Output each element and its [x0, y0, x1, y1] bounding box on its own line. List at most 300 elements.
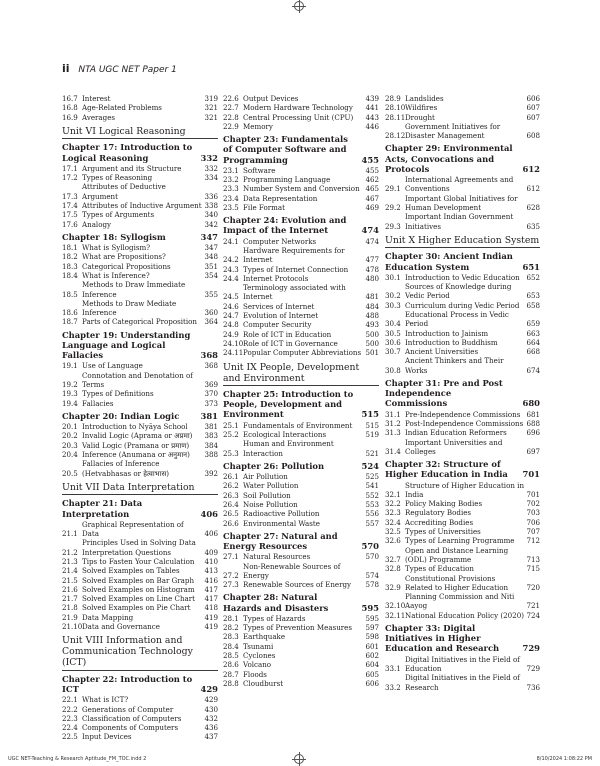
section-page-number: 712	[526, 536, 540, 546]
toc-entry	[385, 592, 540, 611]
section-page-number: 347	[204, 243, 218, 253]
section-number: 19.3	[62, 389, 78, 399]
section-title: Solved Examples on Histogram	[82, 584, 195, 594]
section-title: Types of Education	[405, 564, 474, 574]
section-title: Data and Governance	[82, 622, 160, 631]
toc-entry	[223, 311, 379, 320]
section-title: Attributes of Deductive Argument	[82, 182, 166, 201]
section-number: 28.3	[223, 632, 239, 642]
toc-entry	[62, 622, 218, 631]
section-title: Valid Logic (Pramana or प्रमाण)	[82, 440, 190, 450]
section-number: 21.4	[62, 566, 78, 576]
section-title: Landslides	[405, 94, 444, 103]
section-title: Soil Pollution	[243, 490, 291, 500]
section-number: 18.7	[62, 317, 78, 327]
section-number: 24.8	[223, 320, 239, 330]
footer-file-name: UGC NET-Teaching & Research Aptitude_FM_TOC.indd 2	[8, 756, 147, 762]
section-page-number: 606	[365, 678, 379, 688]
section-number: 21.2	[62, 547, 78, 557]
toc-entry	[62, 566, 218, 575]
toc-entry	[62, 252, 218, 261]
toc-entry	[223, 274, 379, 283]
chapter-page-number: 368	[200, 350, 218, 361]
section-page-number: 338	[204, 200, 218, 210]
chapter-heading	[223, 461, 379, 471]
section-number: 23.4	[223, 193, 239, 203]
section-number: 27.3	[223, 580, 239, 590]
section-page-number: 321	[204, 103, 218, 113]
toc-entry	[223, 184, 379, 193]
section-page-number: 601	[365, 641, 379, 651]
section-title: Data Representation	[243, 193, 318, 203]
toc-entry	[62, 723, 218, 732]
section-page-number: 702	[526, 499, 540, 509]
section-page-number: 604	[365, 660, 379, 670]
section-number: 30.8	[385, 365, 401, 375]
section-number: 20.2	[62, 431, 78, 441]
section-number: 22.5	[62, 732, 78, 742]
section-title: Regulatory Bodies	[405, 508, 472, 518]
section-number: 18.3	[62, 261, 78, 271]
toc-entry	[223, 651, 379, 660]
unit-heading: Unit X Higher Education System	[385, 235, 540, 249]
toc-entry	[62, 280, 218, 299]
section-page-number: 342	[204, 219, 218, 229]
section-number: 24.4	[223, 273, 239, 283]
section-number: 32.10	[385, 601, 406, 611]
toc-entry	[62, 450, 218, 459]
section-title: Role of ICT in Education	[243, 329, 332, 339]
toc-entry	[223, 623, 379, 632]
chapter-heading	[62, 330, 218, 361]
section-title: Sources of Knowledge during Vedic Period	[405, 282, 512, 301]
section-number: 21.8	[62, 603, 78, 613]
chapter-title: Chapter 25: Introduction to People, Development and Environment	[223, 389, 354, 420]
section-title: Volcano	[243, 660, 272, 670]
toc-entry	[223, 660, 379, 669]
section-number: 32.4	[385, 517, 401, 527]
section-title: Fallacies of Inference (Hetvabhasas or हेत्वाभास)	[82, 459, 170, 478]
section-number: 24.1	[223, 236, 239, 246]
section-title: Software	[243, 165, 276, 175]
section-number: 19.1	[62, 361, 78, 371]
section-page-number: 418	[204, 603, 218, 613]
toc-entry	[223, 519, 379, 528]
section-title: Central Processing Unit (CPU)	[243, 112, 354, 122]
section-title: Input Devices	[82, 732, 132, 742]
toc-entry	[62, 371, 218, 390]
toc-entry	[62, 389, 218, 398]
toc-entry	[223, 339, 379, 348]
toc-entry	[385, 301, 540, 310]
toc-entry	[385, 499, 540, 508]
section-title: Floods	[243, 669, 267, 679]
section-title: Important Universities and Colleges	[405, 437, 503, 456]
section-title: Services of Internet	[243, 301, 315, 311]
section-page-number: 388	[204, 449, 218, 459]
section-page-number: 653	[526, 291, 540, 301]
toc-entry	[385, 655, 540, 674]
toc-entry	[385, 518, 540, 527]
section-number: 32.9	[385, 582, 401, 592]
toc-entry	[223, 302, 379, 311]
section-page-number: 480	[365, 273, 379, 283]
section-title: Open and Distance Learning (ODL) Programme	[405, 545, 509, 564]
section-title: What is Syllogism?	[82, 243, 151, 253]
unit-heading: Unit IX People, Development and Environment	[223, 362, 379, 387]
section-page-number: 368	[204, 361, 218, 371]
toc-entry	[223, 320, 379, 329]
section-page-number: 720	[526, 582, 540, 592]
section-page-number: 553	[365, 499, 379, 509]
section-title: Human and Environment Interaction	[243, 439, 334, 458]
section-title: Solved Examples on Line Chart	[82, 594, 196, 604]
section-title: Digital Initiatives in the Field of Research	[405, 673, 520, 692]
section-number: 22.6	[223, 94, 239, 103]
section-page-number: 664	[526, 337, 540, 347]
section-title: Fallacies	[82, 398, 114, 408]
section-title: Earthquake	[243, 632, 286, 642]
section-title: Solved Examples on Pie Chart	[82, 603, 191, 613]
section-number: 29.2	[385, 202, 401, 212]
chapter-heading	[223, 531, 379, 551]
section-page-number: 437	[204, 732, 218, 742]
section-title: Solved Examples on Bar Graph	[82, 575, 195, 585]
section-title: Internet Protocols	[243, 273, 309, 283]
toc-entry	[385, 94, 540, 103]
section-number: 22.9	[223, 121, 239, 131]
section-number: 20.5	[62, 468, 78, 478]
chapter-heading	[385, 459, 540, 479]
toc-entry	[385, 356, 540, 375]
section-title: Tips to Fasten Your Calculation	[82, 556, 195, 566]
chapter-heading	[385, 378, 540, 409]
section-number: 22.8	[223, 112, 239, 122]
section-page-number: 674	[526, 365, 540, 375]
section-number: 32.11	[385, 610, 406, 620]
chapter-heading	[223, 592, 379, 612]
section-page-number: 384	[204, 440, 218, 450]
section-page-number: 597	[365, 623, 379, 633]
toc-entry	[385, 574, 540, 593]
section-page-number: 355	[204, 289, 218, 299]
section-number: 32.3	[385, 508, 401, 518]
toc-entry	[223, 421, 379, 430]
toc-entry	[62, 113, 218, 122]
section-number: 24.10	[223, 338, 244, 348]
toc-entry	[385, 546, 540, 565]
section-title: Modern Hardware Technology	[243, 103, 353, 113]
toc-entry	[385, 175, 540, 194]
section-title: What is ICT?	[82, 695, 129, 705]
toc-entry	[223, 632, 379, 641]
section-title: Ancient Universities	[405, 347, 479, 357]
chapter-heading	[62, 411, 218, 421]
section-title: Evolution of Internet	[243, 311, 319, 321]
toc-entry	[62, 182, 218, 201]
section-page-number: 478	[365, 264, 379, 274]
section-page-number: 469	[365, 202, 379, 212]
section-title: Introduction to Nyāya School	[82, 422, 188, 432]
section-page-number: 703	[526, 508, 540, 518]
section-title: Types of Prevention Measures	[243, 623, 353, 633]
section-title: Drought	[405, 112, 435, 122]
toc-entry	[62, 299, 218, 318]
section-number: 28.7	[223, 669, 239, 679]
section-number: 32.2	[385, 499, 401, 509]
section-page-number: 521	[365, 448, 379, 458]
section-page-number: 334	[204, 173, 218, 183]
toc-entry	[62, 220, 218, 229]
section-number: 32.1	[385, 489, 401, 499]
toc-entry	[62, 695, 218, 704]
section-page-number: 406	[204, 529, 218, 539]
section-page-number: 465	[365, 184, 379, 194]
section-title: Number System and Conversion	[243, 184, 360, 194]
section-title: Types of Reasoning	[82, 173, 153, 183]
section-number: 33.2	[385, 682, 401, 692]
section-number: 30.4	[385, 319, 401, 329]
toc-entry	[223, 580, 379, 589]
section-title: Averages	[82, 112, 116, 122]
page-number: ii	[62, 62, 70, 75]
toc-entry	[385, 347, 540, 356]
section-number: 17.3	[62, 191, 78, 201]
section-page-number: 493	[365, 320, 379, 330]
section-number: 31.2	[385, 418, 401, 428]
section-page-number: 688	[526, 418, 540, 428]
section-page-number: 462	[365, 175, 379, 185]
chapter-title: Chapter 33: Digital Initiatives in Higher Education and Research	[385, 623, 500, 654]
chapter-title: Chapter 23: Fundamentals of Computer Software and Programming	[223, 134, 348, 165]
toc-entry	[385, 564, 540, 573]
section-number: 24.6	[223, 301, 239, 311]
section-title: Ecological Interactions	[243, 429, 327, 439]
section-title: Post-Independence Commissions	[405, 418, 524, 428]
section-title: Solved Examples on Tables	[82, 566, 180, 576]
section-number: 28.5	[223, 651, 239, 661]
section-page-number: 663	[526, 328, 540, 338]
toc-entry	[385, 122, 540, 141]
toc-entry	[223, 283, 379, 302]
section-page-number: 419	[204, 612, 218, 622]
section-page-number: 381	[204, 422, 218, 432]
chapter-title: Chapter 20: Indian Logic	[62, 410, 180, 421]
toc-entry	[385, 310, 540, 329]
toc-entry	[223, 500, 379, 509]
section-title: Connotation and Denotation of Terms	[82, 370, 193, 389]
section-title: Invalid Logic (Aprama or अप्रमा)	[82, 431, 193, 441]
toc-entry	[385, 481, 540, 500]
toc-entry	[223, 679, 379, 688]
section-number: 22.7	[223, 103, 239, 113]
toc-entry	[223, 175, 379, 184]
chapter-page-number: 701	[522, 469, 540, 480]
section-title: Accrediting Bodies	[405, 517, 474, 527]
toc-entry	[223, 614, 379, 623]
section-number: 23.1	[223, 165, 239, 175]
section-page-number: 340	[204, 210, 218, 220]
section-title: Important Global Initiatives for Human Development	[405, 193, 518, 212]
section-number: 23.2	[223, 175, 239, 185]
section-page-number: 319	[204, 94, 218, 103]
chapter-page-number: 347	[200, 231, 218, 242]
toc-entry	[62, 361, 218, 370]
section-page-number: 360	[204, 308, 218, 318]
section-title: Fundamentals of Environment	[243, 420, 353, 430]
chapter-title: Chapter 17: Introduction to Logical Reasoning	[62, 142, 193, 163]
section-number: 28.4	[223, 641, 239, 651]
section-page-number: 364	[204, 317, 218, 327]
section-page-number: 413	[204, 566, 218, 576]
section-number: 22.2	[62, 704, 78, 714]
section-page-number: 336	[204, 191, 218, 201]
section-page-number: 635	[526, 221, 540, 231]
section-number: 28.1	[223, 613, 239, 623]
section-page-number: 417	[204, 594, 218, 604]
toc-entry	[385, 410, 540, 419]
section-page-number: 706	[526, 517, 540, 527]
section-page-number: 574	[365, 570, 379, 580]
section-title: Introduction to Jainism	[405, 328, 489, 338]
section-number: 24.2	[223, 255, 239, 265]
section-number: 16.8	[62, 103, 78, 113]
toc-column-2	[223, 94, 379, 688]
section-number: 26.1	[223, 472, 239, 482]
section-number: 17.2	[62, 173, 78, 183]
section-number: 29.1	[385, 184, 401, 194]
chapter-title: Chapter 29: Environmental Acts, Convocations and Protocols	[385, 143, 513, 174]
section-number: 30.6	[385, 337, 401, 347]
section-page-number: 607	[526, 112, 540, 122]
section-page-number: 484	[365, 301, 379, 311]
toc-entry	[223, 472, 379, 481]
section-title: File Format	[243, 202, 285, 212]
section-number: 18.4	[62, 270, 78, 280]
section-page-number: 481	[365, 292, 379, 302]
toc-entry	[385, 419, 540, 428]
chapter-title: Chapter 27: Natural and Energy Resources	[223, 530, 338, 552]
toc-entry	[62, 243, 218, 252]
section-page-number: 628	[526, 202, 540, 212]
chapter-heading	[223, 134, 379, 165]
chapter-page-number: 595	[361, 602, 379, 613]
section-title: Argument and its Structure	[82, 163, 182, 173]
section-title: Categorical Propositions	[82, 261, 171, 271]
section-page-number: 373	[204, 398, 218, 408]
section-title: Attributes of Inductive Argument	[82, 200, 202, 210]
toc-entry	[385, 611, 540, 620]
toc-column-3	[385, 94, 540, 692]
section-number: 28.8	[223, 678, 239, 688]
section-page-number: 410	[204, 556, 218, 566]
section-number: 30.7	[385, 347, 401, 357]
section-page-number: 578	[365, 580, 379, 590]
unit-heading: Unit VII Data Interpretation	[62, 482, 218, 496]
section-page-number: 668	[526, 347, 540, 357]
toc-entry	[62, 164, 218, 173]
toc-entry	[62, 603, 218, 612]
toc-entry	[62, 103, 218, 112]
section-page-number: 519	[365, 429, 379, 439]
section-number: 19.4	[62, 398, 78, 408]
section-title: Classification of Computers	[82, 713, 182, 723]
section-title: Curriculum during Vedic Period	[405, 300, 520, 310]
section-number: 21.9	[62, 612, 78, 622]
toc-entry	[62, 714, 218, 723]
section-title: Renewable Sources of Energy	[243, 580, 352, 590]
chapter-page-number: 651	[522, 261, 540, 272]
section-number: 18.1	[62, 243, 78, 253]
section-number: 31.3	[385, 428, 401, 438]
toc-entry	[62, 520, 218, 539]
section-number: 28.12	[385, 131, 406, 141]
section-page-number: 715	[526, 564, 540, 574]
section-page-number: 697	[526, 446, 540, 456]
section-number: 27.1	[223, 552, 239, 562]
section-page-number: 707	[526, 527, 540, 537]
section-title: Graphical Representation of Data	[82, 519, 184, 539]
section-page-number: 557	[365, 518, 379, 528]
section-number: 25.3	[223, 448, 239, 458]
toc-entry	[223, 552, 379, 561]
section-page-number: 658	[526, 300, 540, 310]
section-number: 25.1	[223, 420, 239, 430]
chapter-page-number: 332	[200, 152, 218, 163]
toc-entry	[385, 338, 540, 347]
section-page-number: 446	[365, 121, 379, 131]
section-number: 24.7	[223, 311, 239, 321]
section-number: 26.5	[223, 509, 239, 519]
section-number: 24.9	[223, 329, 239, 339]
book-title: NTA UGC NET Paper 1	[78, 65, 177, 75]
section-page-number: 608	[526, 131, 540, 141]
toc-entry	[385, 329, 540, 338]
chapter-heading	[385, 623, 540, 654]
section-title: Natural Resources	[243, 552, 311, 562]
section-title: Digital Initiatives in the Field of Education	[405, 654, 520, 673]
section-title: Ancient Thinkers and Their Works	[405, 356, 504, 375]
chapter-title: Chapter 24: Evolution and Impact of the Internet	[223, 215, 347, 236]
section-title: Wildfires	[405, 103, 438, 113]
section-title: Computer Networks	[243, 236, 317, 246]
section-title: Programming Language	[243, 175, 331, 185]
section-page-number: 416	[204, 575, 218, 585]
section-number: 28.10	[385, 103, 406, 113]
toc-entry	[62, 210, 218, 219]
section-title: Tsunami	[243, 641, 274, 651]
section-title: Inference (Anumana or अनुमान)	[82, 449, 190, 459]
section-number: 26.2	[223, 481, 239, 491]
chapter-page-number: 524	[361, 460, 379, 471]
chapter-title: Chapter 32: Structure of Higher Education in India	[385, 459, 508, 480]
section-page-number: 369	[204, 379, 218, 389]
toc-entry	[62, 459, 218, 478]
section-page-number: 321	[204, 112, 218, 122]
toc-entry	[223, 265, 379, 274]
section-number: 20.4	[62, 449, 78, 459]
section-title: Introduction to Vedic Education	[405, 272, 520, 282]
chapter-heading	[223, 215, 379, 235]
section-number: 19.2	[62, 379, 78, 389]
chapter-page-number: 455	[361, 154, 379, 165]
section-number: 26.4	[223, 499, 239, 509]
section-title: Analogy	[82, 219, 112, 229]
toc-entry	[62, 431, 218, 440]
toc-entry	[385, 282, 540, 301]
section-page-number: 500	[365, 329, 379, 339]
toc-column-1	[62, 94, 218, 742]
